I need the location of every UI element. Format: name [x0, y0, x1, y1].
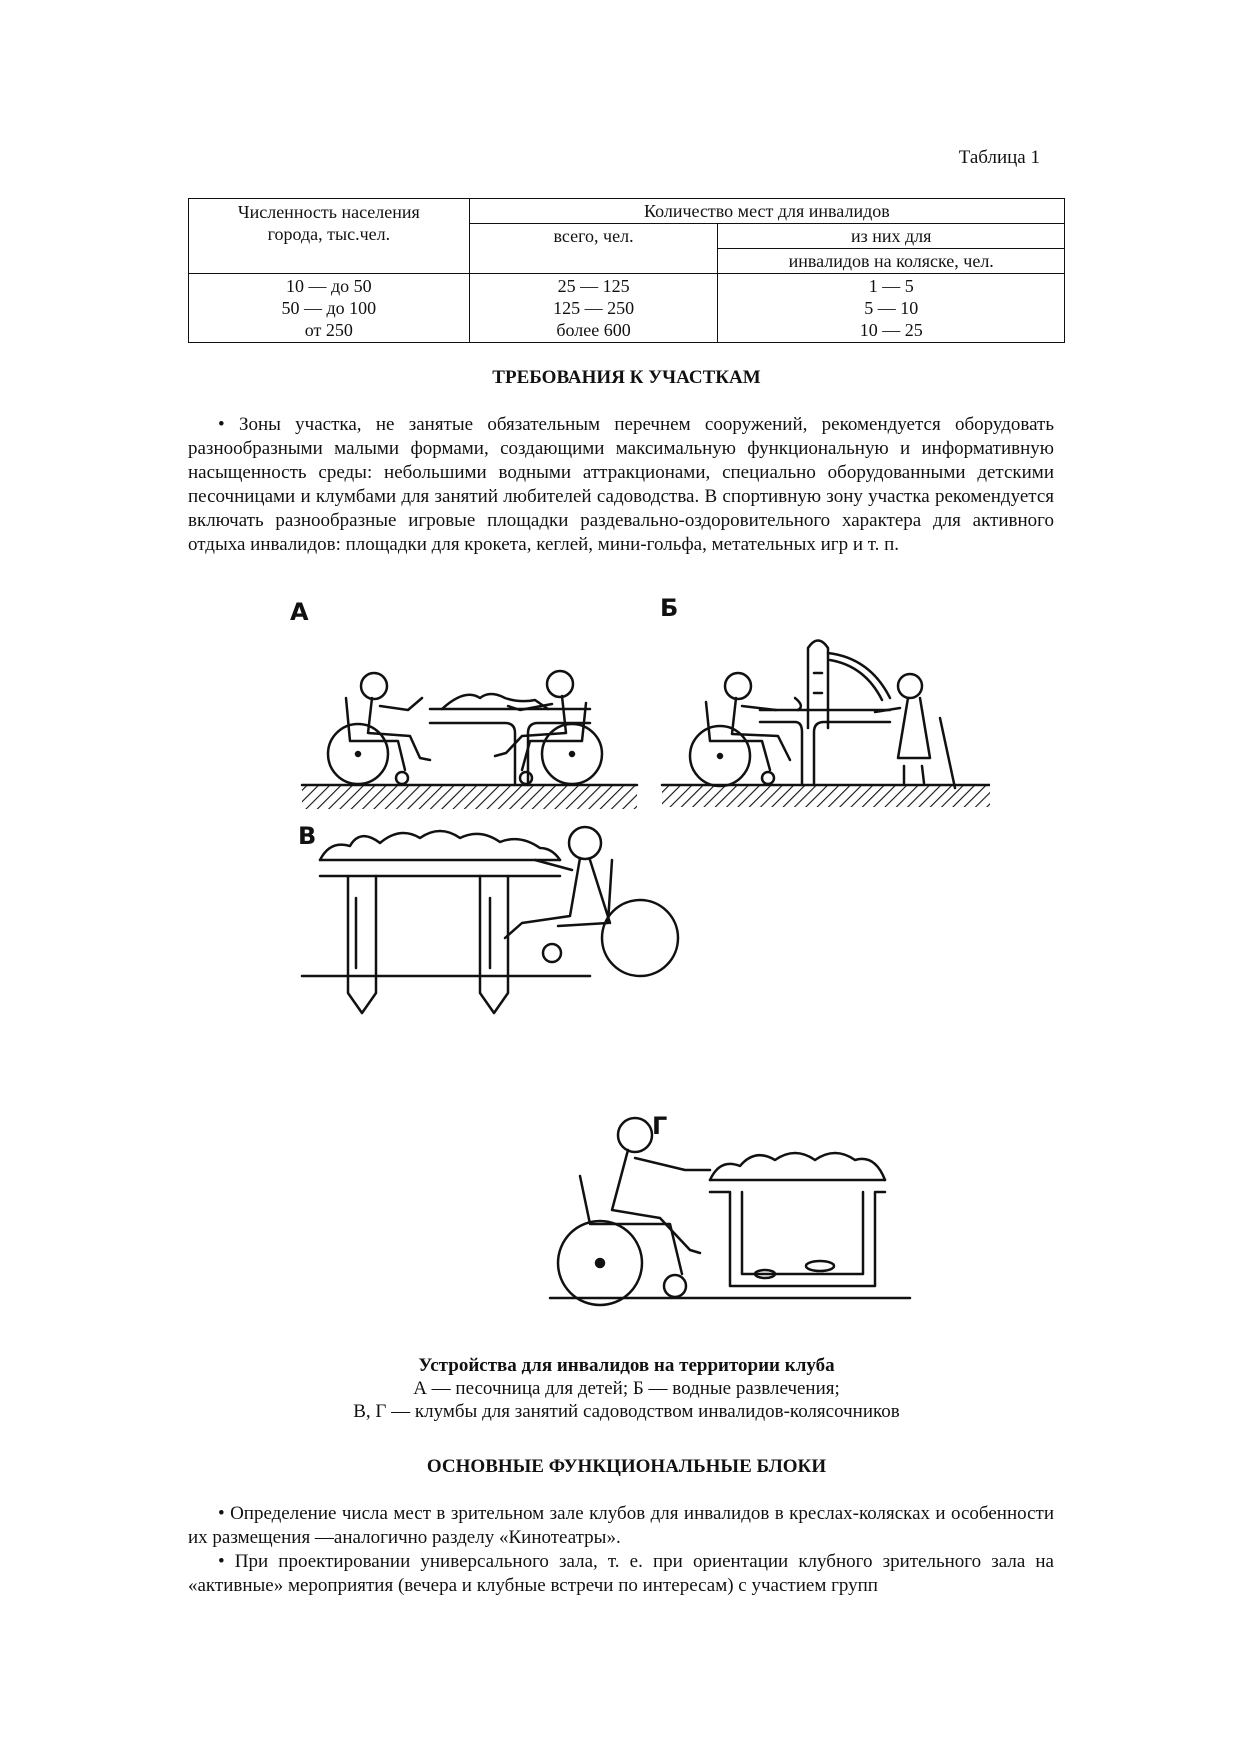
flowerbed-scene-v [302, 827, 678, 1013]
header-population-line1: Численность населения [237, 202, 420, 222]
header-wheelchair: инвалидов на коляске, чел. [718, 249, 1065, 274]
header-population-line2: города, тыс.чел. [267, 224, 391, 244]
flowerbed-scene-g [550, 1118, 910, 1305]
figure-letter-b: Б [660, 594, 679, 622]
water-fun-scene [662, 641, 990, 808]
header-places: Количество мест для инвалидов [469, 199, 1064, 224]
population-cell [189, 274, 470, 343]
total-cell [469, 274, 718, 343]
caption-line-2: В, Г — клумбы для занятий садоводством инвалидов-колясочников [353, 1401, 900, 1422]
section-heading-blocks: ОСНОВНЫЕ ФУНКЦИОНАЛЬНЫЕ БЛОКИ [426, 1456, 827, 1477]
header-of-which: из них для [718, 224, 1065, 249]
figure-letter-g: Г [652, 1112, 668, 1140]
plots-paragraph: • Зоны участка, не занятые обязательным перечнем сооружений, рекомендуется оборудовать разнообразными малыми формами, создающими максимальную функциональную и информативную насыщенность среды: небольшими водными аттракционами, специально оборудованными детскими песочницами и клумбами для занятий любителей садоводства. В спортивную зону участка рекомендуется включать разнообразные игровые площадки раздевально-оздоровительного характера для активного отдыха инвалидов: площадки для крокета, кеглей, мини-гольфа, метательных игр и т. п. [188, 414, 1054, 555]
caption-line-1: А — песочница для детей; Б — водные развлечения; [413, 1378, 840, 1399]
section-heading-plots: ТРЕБОВАНИЯ К УЧАСТКАМ [492, 367, 761, 388]
sandbox-scene [302, 671, 637, 809]
blocks-paragraph-1: • Определение числа мест в зрительном зале клубов для инвалидов в креслах-колясках и особенности их размещения —аналогично разделу «Кинотеатры». [188, 1503, 1054, 1548]
header-population [189, 199, 470, 274]
figure-letter-v: В [298, 822, 317, 850]
table-cell: 1 — 5 [868, 276, 914, 296]
table-body-row [189, 274, 1065, 343]
table-cell: от 250 [304, 320, 353, 340]
table-cell: 5 — 10 [864, 298, 919, 318]
header-total: всего, чел. [469, 224, 718, 274]
table-cell: 10 — до 50 [286, 276, 372, 296]
caption-title: Устройства для инвалидов на территории клуба [418, 1355, 835, 1376]
illustration [290, 594, 990, 1328]
illustration-drawing [290, 598, 990, 1328]
figure-letter-a: А [290, 598, 309, 626]
table-cell: 10 — 25 [859, 320, 923, 340]
figure-caption [188, 1354, 1065, 1423]
wheelchair-cell [718, 274, 1065, 343]
table-cell: 25 — 125 [557, 276, 630, 296]
capacity-table [188, 198, 1065, 343]
table-cell: более 600 [556, 320, 631, 340]
table-label: Таблица 1 [958, 147, 1040, 168]
table-cell: 50 — до 100 [281, 298, 377, 318]
blocks-paragraph-2: • При проектировании универсального зала, т. е. при ориентации клубного зрительного зала на «активные» мероприятия (вечера и клубные встречи по интересам) с участием групп [188, 1551, 1054, 1596]
table-cell: 125 — 250 [553, 298, 635, 318]
